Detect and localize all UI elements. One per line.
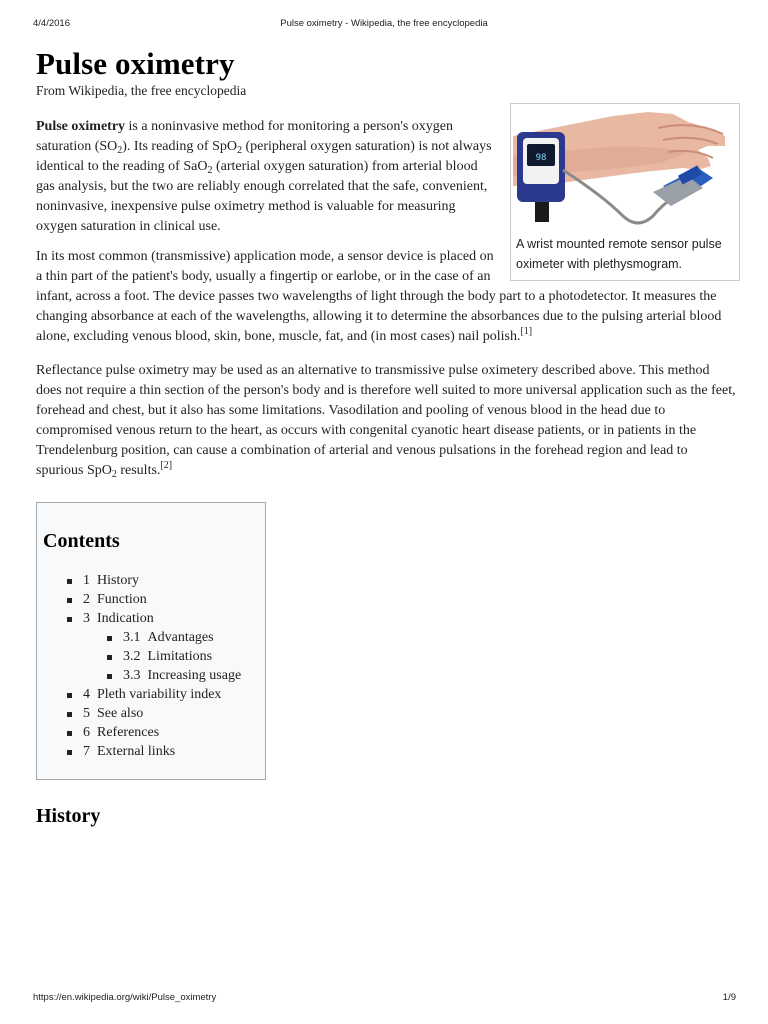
p1-text-1: is a noninvasive method for monitoring a person's oxygen saturation (SO — [36, 119, 453, 154]
p1-subscript-3: 2 — [207, 165, 213, 176]
toc-label: See also — [97, 706, 144, 721]
print-header — [0, 18, 768, 32]
p3-tail: results. — [116, 463, 161, 478]
toc-number: 1 — [83, 573, 90, 588]
toc-number: 5 — [83, 706, 90, 721]
bullet-icon — [67, 731, 72, 736]
table-of-contents — [36, 502, 266, 780]
toc-label: External links — [97, 744, 176, 759]
print-page-title: Pulse oximetry - Wikipedia, the free encyclopedia — [280, 18, 488, 29]
toc-item-references[interactable] — [43, 723, 257, 742]
article-figure — [510, 103, 740, 281]
figure-caption: A wrist mounted remote sensor pulse oximeter with plethysmogram. — [516, 237, 722, 271]
p1-text-4: (arterial oxygen saturation) from arterial blood gas analysis, but the two are reliably enough correlated that the safe, convenient, noninvasive, inexpensive pulse oximetry method is valuable for measuring oxygen saturation in clinical use. — [36, 159, 488, 234]
toc-list — [43, 571, 257, 761]
print-page-number: 1/9 — [722, 992, 736, 1003]
toc-number: 3.1 — [123, 630, 141, 645]
toc-label: Increasing usage — [147, 668, 242, 683]
p3-subscript: 2 — [111, 469, 117, 480]
p2-text: In its most common (transmissive) application mode, a sensor device is placed on a thin part of the patient's body, usually a fingertip or earlobe, or in the case of an infant, across a foot. The device passes two wavelengths of light through the body part to a photodetector. It measures the changing absorbance at each of the wavelengths, allowing it to determine the absorbances due to the pulsing arterial blood alone, excluding venous blood, skin, bone, muscle, fat, and (in most cases) nail polish. — [36, 249, 722, 344]
p1-subscript-1: 2 — [117, 145, 123, 156]
toc-number: 2 — [83, 592, 90, 607]
toc-item-indication[interactable] — [43, 609, 257, 628]
bullet-icon — [67, 617, 72, 622]
device-screen-reading: 98 — [535, 153, 547, 163]
article-content — [36, 46, 736, 830]
print-footer — [0, 992, 768, 1006]
toc-label: Function — [97, 592, 147, 607]
p1-text-3: (peripheral oxygen saturation) is not always identical to the reading of SaO — [36, 139, 492, 174]
bullet-icon — [67, 712, 72, 717]
toc-label: Advantages — [147, 630, 214, 645]
toc-item-history[interactable] — [43, 571, 257, 590]
toc-number: 3.3 — [123, 668, 141, 683]
toc-item-limitations[interactable] — [43, 647, 257, 666]
bullet-icon — [67, 598, 72, 603]
section-heading-history: History — [36, 805, 101, 827]
toc-item-see-also[interactable] — [43, 704, 257, 723]
page-title: Pulse oximetry — [36, 46, 235, 81]
toc-label: Limitations — [147, 649, 213, 664]
p1-text-2: ). Its reading of SpO — [122, 139, 237, 154]
bullet-icon — [107, 674, 112, 679]
bullet-icon — [67, 750, 72, 755]
toc-number: 6 — [83, 725, 90, 740]
bullet-icon — [67, 579, 72, 584]
toc-number: 3.2 — [123, 649, 141, 664]
site-tagline: From Wikipedia, the free encyclopedia — [36, 83, 247, 98]
toc-item-increasing-usage[interactable] — [43, 666, 257, 685]
toc-item-external-links[interactable] — [43, 742, 257, 761]
toc-number: 4 — [83, 687, 90, 702]
toc-item-function[interactable] — [43, 590, 257, 609]
print-url: https://en.wikipedia.org/wiki/Pulse_oximetry — [33, 992, 217, 1003]
print-date: 4/4/2016 — [33, 18, 70, 29]
citation-1[interactable]: [1] — [520, 326, 533, 337]
bold-term: Pulse oximetry — [36, 119, 126, 134]
p1-subscript-2: 2 — [236, 145, 242, 156]
toc-label: References — [97, 725, 160, 740]
bullet-icon — [107, 636, 112, 641]
toc-item-pleth-variability-index[interactable] — [43, 685, 257, 704]
p3-text: Reflectance pulse oximetry may be used as an alternative to transmissive pulse oximetery described above. This method does not require a thin section of the person's body and is therefore well suited to more universal application such as the feet, forehead and chest, but it also has some limitations. Vasodilation and pooling of venous blood in the head due to compromised venous return to the heart, as occurs with congenital cyanotic heart disease patients, or in patients in the Trendelenburg position, can cause a combination of arterial and venous pulsations in the forehead region and lead to spurious SpO — [36, 363, 736, 478]
toc-number: 7 — [83, 744, 90, 759]
toc-label: Indication — [97, 611, 154, 626]
toc-title: Contents — [43, 530, 120, 552]
bullet-icon — [107, 655, 112, 660]
pulse-oximeter-image[interactable] — [513, 106, 737, 231]
toc-item-advantages[interactable] — [43, 628, 257, 647]
reflectance-paragraph — [36, 361, 736, 481]
citation-2[interactable]: [2] — [160, 460, 173, 471]
bullet-icon — [67, 693, 72, 698]
toc-label: Pleth variability index — [97, 687, 222, 702]
toc-label: History — [97, 573, 139, 588]
toc-number: 3 — [83, 611, 90, 626]
